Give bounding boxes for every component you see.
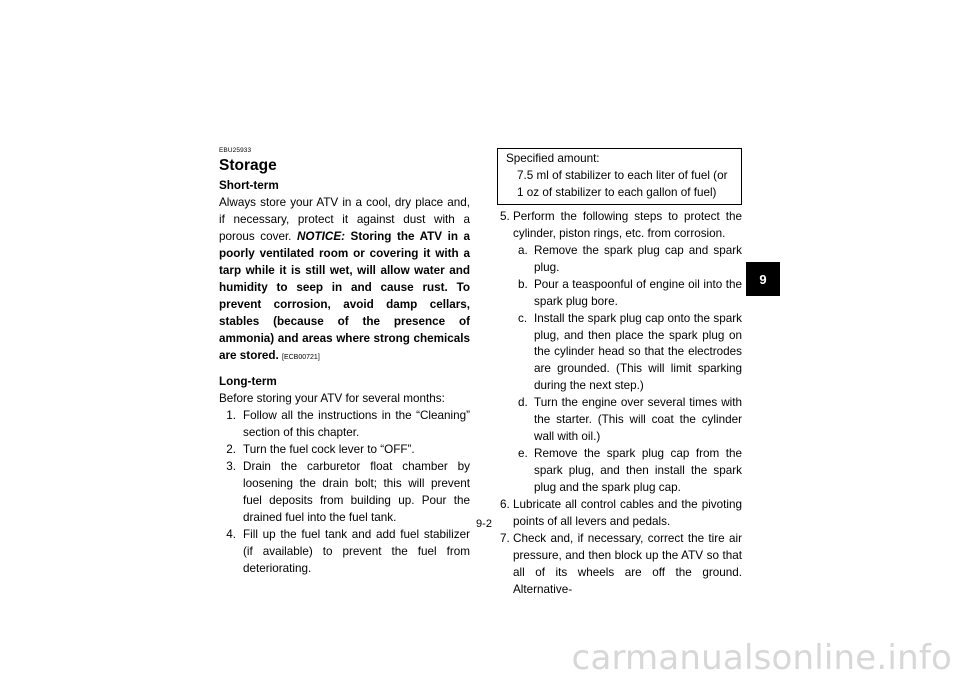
notice-text: Storing the ATV in a poorly ventilated room or covering it with a tarp while it is still wet, will allow water and humidity to seep in and cause rust. To prevent corrosion, avoid damp cellars, stables (because of the presence of ammonia) and areas where strong chemicals are stored.: [219, 229, 471, 362]
list-item-number: 1.: [226, 409, 236, 423]
list-item-text: Perform the following steps to protect the cylinder, piston rings, etc. from corrosion.: [513, 209, 742, 240]
list-item: [219, 408, 470, 442]
page-title: Storage: [219, 157, 277, 174]
long-term-intro: Before storing your ATV for several months:: [219, 392, 445, 406]
notice-ref: [ECB00721]: [282, 353, 320, 361]
short-term-heading: Short-term: [219, 179, 279, 192]
list-item-number: 3.: [226, 460, 236, 474]
sub-list-text: Remove the spark plug cap and spark plug.: [534, 243, 742, 274]
spec-box: [497, 148, 742, 205]
notice-label: NOTICE:: [296, 229, 346, 243]
spec-label: Specified amount:: [506, 152, 600, 165]
sub-list-text: Turn the engine over several times with the starter. (This will coat the cylinder wall with oil.): [534, 396, 742, 444]
list-item: [219, 459, 470, 527]
sub-list-letter: b.: [518, 277, 528, 291]
list-item-number: 7.: [500, 531, 510, 545]
sub-list-text: Pour a teaspoonful of engine oil into the spark plug bore.: [534, 277, 742, 308]
short-term-text: Always store your ATV in a cool, dry place and, if necessary, protect it against dust with a porous cover.: [219, 195, 470, 243]
sub-list-text: Install the spark plug cap onto the spark plug, and then place the spark plug on the cylinder head so that the electrodes are grounded. (This will limit sparking during the next step.): [534, 311, 742, 393]
sub-list-letter: d.: [518, 396, 528, 410]
short-term-paragraph: [219, 195, 470, 367]
list-item-number: 2.: [226, 443, 236, 457]
sub-list-item: [497, 395, 742, 446]
list-item: [497, 209, 742, 243]
list-item-text: Lubricate all control cables and the pivoting points of all levers and pedals.: [513, 498, 742, 529]
sub-list-item: [497, 277, 742, 311]
list-item-text: Turn the fuel cock lever to “OFF”.: [243, 443, 415, 457]
sub-list-text: Remove the spark plug cap from the spark plug, and then install the spark plug and the spark plug cap.: [534, 447, 742, 495]
sub-list-letter: e.: [518, 447, 528, 461]
section-code: EBU25933: [219, 147, 252, 154]
chapter-tab: 9: [746, 262, 780, 296]
list-item: [219, 527, 470, 578]
sub-list-item: [497, 243, 742, 277]
list-item-text: Fill up the fuel tank and add fuel stabilizer (if available) to prevent the fuel from deteriorating.: [243, 528, 470, 575]
watermark: carmanualsonline.info: [571, 638, 952, 678]
list-item-text: Check and, if necessary, correct the tire air pressure, and then block up the ATV so that all of its wheels are off the ground. Alternative-: [513, 531, 742, 596]
sub-list-letter: c.: [518, 311, 528, 325]
list-item-text: Follow all the instructions in the “Cleaning” section of this chapter.: [243, 409, 470, 440]
list-item-text: Drain the carburetor float chamber by loosening the drain bolt; this will prevent fuel deposits from building up. Pour the drained fuel into the fuel tank.: [243, 460, 470, 525]
page-number: 9-2: [476, 518, 492, 530]
list-item-number: 4.: [226, 528, 236, 542]
list-item: [219, 442, 470, 459]
list-item-number: 6.: [500, 498, 510, 512]
right-column: [497, 148, 742, 599]
sub-list-letter: a.: [518, 243, 528, 257]
spec-value: 7.5 ml of stabilizer to each liter of fuel (or 1 oz of stabilizer to each gallon of fuel): [517, 168, 728, 199]
list-item-number: 5.: [500, 209, 510, 223]
list-item: [497, 531, 742, 599]
left-column: [219, 147, 470, 578]
sub-list-item: [497, 446, 742, 497]
sub-list-item: [497, 311, 742, 396]
long-term-heading: Long-term: [219, 375, 277, 389]
list-item: [497, 497, 742, 531]
